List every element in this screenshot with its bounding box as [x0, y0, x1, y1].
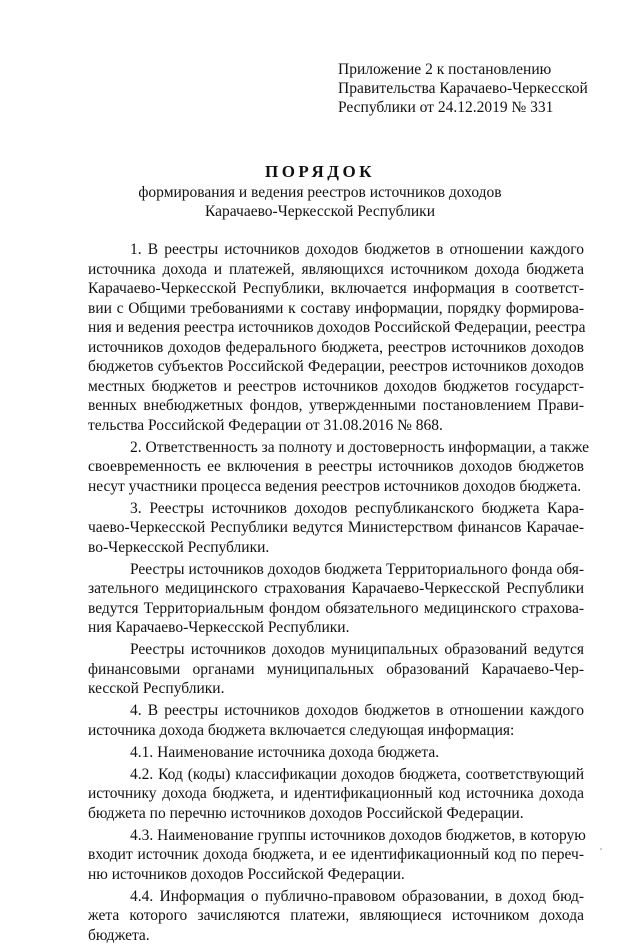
- document-title: ПОРЯДОК: [264, 162, 375, 181]
- header-line: Правительства Карачаево-Черкесской: [338, 80, 588, 97]
- paragraph-line: во-Черкесской Республики.: [88, 538, 270, 556]
- paragraph: [88, 701, 584, 740]
- subtitle-line: Карачаево-Черкесской Республики: [205, 203, 435, 220]
- paragraph-line: бюджетов субъектов Российской Федерации, реестров источников доходов: [88, 358, 584, 375]
- paragraph-line: ню источников доходов Российской Федерации.: [88, 865, 405, 883]
- paragraph-line: 4.3. Наименование группы источников доходов бюджетов, в которую: [130, 826, 586, 844]
- paragraph-line: источнику дохода бюджета, и идентификационный код источника дохода: [88, 785, 584, 802]
- header-line: Приложение 2 к постановлению: [338, 61, 552, 78]
- paragraph-line: несут участники процесса ведения реестров источников доходов бюджета.: [88, 477, 582, 495]
- paragraph-line: финансовыми органами муниципальных образований Карачаево-Чер-: [88, 660, 584, 678]
- paragraph-line: источников доходов федерального бюджета, реестров источников доходов: [88, 338, 584, 356]
- paragraph-line: ния и ведения реестра источников доходов Российской Федерации, реестра: [88, 319, 586, 336]
- paragraph-line: ведутся Территориальным фондом обязательного медицинского страхова-: [88, 599, 584, 617]
- paragraph-line: чаево-Черкесской Республики ведутся Министерством финансов Карачае-: [88, 519, 584, 536]
- paragraph-line: вии с Общими требованиями к составу информации, порядку формирова-: [88, 299, 584, 317]
- paragraph-line: тельства Российской Федерации от 31.08.2016 № 868.: [88, 416, 443, 434]
- paragraph-line: 1. В реестры источников доходов бюджетов в отношении каждого: [130, 241, 584, 258]
- paragraph-line: входит источник дохода бюджета, и ее идентификационный код по переч-: [88, 846, 584, 863]
- paragraph-line: кесской Республики.: [88, 680, 225, 697]
- paragraph-line: Реестры источников доходов муниципальных образований ведутся: [130, 641, 584, 658]
- paragraph: [88, 826, 584, 885]
- paragraph: [88, 240, 584, 435]
- paragraph-line: 3. Реестры источников доходов республиканского бюджета Кара-: [130, 499, 584, 517]
- subtitle-line: формирования и ведения реестров источников доходов: [138, 184, 502, 201]
- scan-speck: [600, 848, 602, 850]
- paragraph: [88, 560, 584, 638]
- paragraph: [88, 887, 584, 946]
- paragraph-line: Карачаево-Черкесской Республики, включается информация в соответст-: [88, 280, 584, 297]
- paragraph-line: источника дохода и платежей, являющихся источником дохода бюджета: [88, 260, 584, 278]
- paragraph-line: местных бюджетов и реестров источников доходов бюджетов государст-: [88, 377, 584, 395]
- paragraph: [88, 743, 584, 763]
- paragraph-line: бюджета.: [88, 926, 150, 944]
- paragraph: [88, 765, 584, 824]
- paragraph-line: зательного медицинского страхования Карачаево-Черкесской Республики: [88, 580, 584, 597]
- paragraph-line: венных внебюджетных фондов, утвержденными постановлением Прави-: [88, 397, 584, 414]
- paragraph-line: 2. Ответственность за полноту и достоверность информации, а также: [130, 438, 590, 456]
- paragraph-line: жета которого зачисляются платежи, являющиеся источником дохода: [88, 907, 584, 924]
- appendix-header: [338, 60, 628, 117]
- paragraph-line: 4.4. Информация о публично-правовом образовании, в доход бюд-: [130, 887, 584, 905]
- paragraph-line: ния Карачаево-Черкесской Республики.: [88, 619, 350, 636]
- paragraph: [88, 640, 584, 699]
- paragraph-line: бюджета по перечню источников доходов Российской Федерации.: [88, 804, 524, 822]
- paragraph: [88, 499, 584, 558]
- document-body: [88, 240, 590, 948]
- paragraph: [88, 438, 590, 497]
- paragraph-line: Реестры источников доходов бюджета Территориального фонда обя-: [130, 560, 584, 578]
- document-subtitle: [0, 183, 640, 221]
- paragraph-line: 4.2. Код (коды) классификации доходов бюджета, соответствующий: [130, 765, 584, 783]
- paragraph-line: 4.1. Наименование источника дохода бюджета.: [130, 743, 440, 761]
- paragraph-line: 4. В реестры источников доходов бюджетов в отношении каждого: [130, 702, 584, 719]
- paragraph-line: источника дохода бюджета включается следующая информация:: [88, 721, 515, 739]
- paragraph-line: своевременность ее включения в реестры источников доходов бюджетов: [88, 458, 584, 475]
- header-line: Республики от 24.12.2019 № 331: [338, 99, 554, 116]
